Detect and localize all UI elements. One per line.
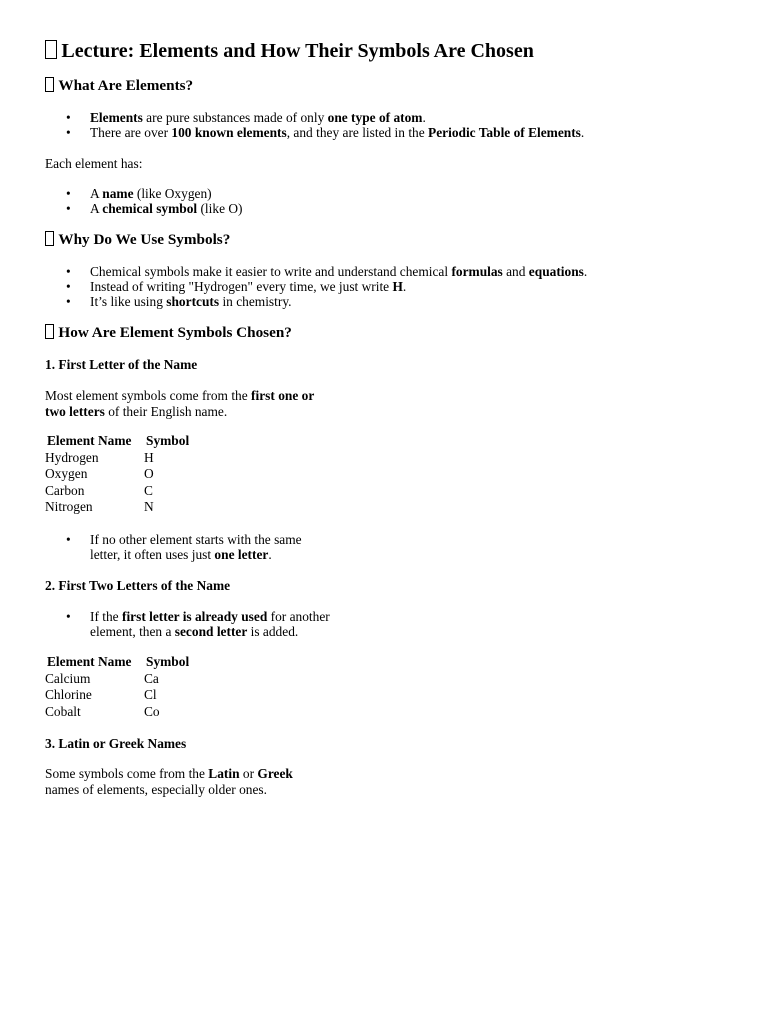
table-row: Cobalt Co: [45, 703, 160, 719]
heading-what-are-elements: What Are Elements?: [45, 77, 193, 95]
list-item: • A chemical symbol (like O): [66, 201, 243, 216]
subheading-first-letter: 1. First Letter of the Name: [45, 357, 198, 372]
page-title: Lecture: Elements and How Their Symbols Are Chosen: [45, 39, 534, 63]
missing-glyph-icon: [45, 231, 54, 245]
heading-how-chosen: How Are Element Symbols Chosen?: [45, 324, 292, 342]
missing-glyph-icon: [45, 324, 54, 338]
subheading-first-two-letters: 2. First Two Letters of the Name: [45, 578, 231, 593]
why-bullets: [45, 264, 587, 309]
each-element-has-text: Each element has:: [45, 156, 143, 171]
list-item: • Chemical symbols make it easier to write and understand chemical formulas and equations.: [66, 264, 588, 279]
list-item: • Instead of writing "Hydrogen" every time, we just write H.: [66, 279, 407, 294]
table-header-row: Element Name Symbol: [47, 433, 190, 448]
list-item: • Elements are pure substances made of only one type of atom.: [66, 110, 426, 125]
table-row: Calcium Ca: [45, 670, 159, 686]
table-row: Hydrogen H: [45, 449, 154, 465]
has-bullets: [45, 186, 243, 216]
heading-why-symbols: Why Do We Use Symbols?: [45, 231, 230, 249]
latin-greek-paragraph: Some symbols come from the Latin or Greek names of elements, especially older ones.: [45, 766, 293, 797]
what-bullets: [45, 110, 584, 140]
missing-glyph-icon: [45, 77, 54, 91]
first-letter-paragraph: Most element symbols come from the first one or two letters of their English name.: [45, 388, 315, 419]
table-row: Oxygen O: [45, 466, 154, 482]
list-item: • If no other element starts with the same letter, it often uses just one letter.: [66, 532, 302, 562]
missing-glyph-icon: [45, 40, 57, 59]
list-item: • It’s like using shortcuts in chemistry.: [66, 294, 292, 309]
list-item: • There are over 100 known elements, and they are listed in the Periodic Table of Elements.: [66, 125, 585, 140]
subheading-latin-greek: 3. Latin or Greek Names: [45, 736, 187, 751]
table-row: Chlorine Cl: [45, 687, 157, 703]
table-header-row: Element Name Symbol: [47, 654, 190, 669]
table-row: Carbon C: [45, 482, 153, 498]
list-item: • A name (like Oxygen): [66, 186, 212, 201]
one-letter-note: [45, 532, 302, 562]
symbol-table-two-letters: [45, 654, 189, 720]
two-letter-note: [45, 609, 330, 639]
symbol-table-one-letter: [45, 433, 189, 516]
table-row: Nitrogen N: [45, 499, 154, 515]
list-item: • If the first letter is already used for another element, then a second letter is added.: [66, 609, 330, 639]
